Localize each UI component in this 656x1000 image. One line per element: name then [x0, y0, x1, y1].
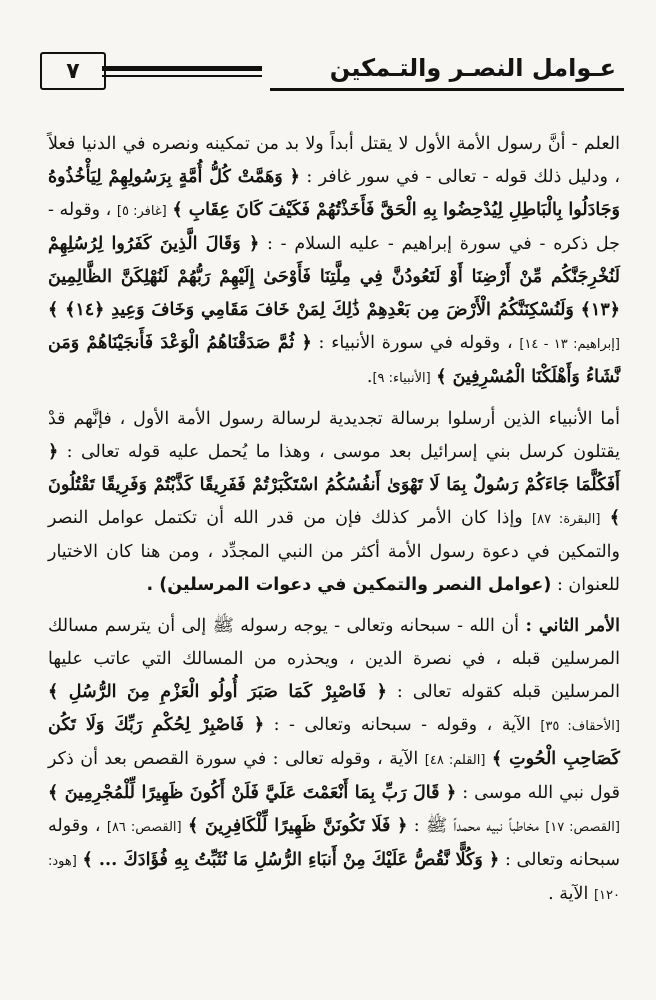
running-title: عـوامل النصـر والتـمكين	[329, 54, 616, 82]
verse-reference: [البقرة: ٨٧]	[532, 512, 601, 527]
book-title-emphasis: (عوامل النصر والتمكين في دعوات المرسلين) .	[146, 575, 552, 595]
title-underline	[270, 88, 624, 91]
verse-reference: [القصص: ١٧]	[545, 820, 620, 835]
quran-verse: ﴿ أَفَكُلَّمَا جَاءَكُمْ رَسُولٌ بِمَا لَا تَهْوَىٰ أَنفُسُكُمُ اسْتَكْبَرْتُمْ فَفَرِيقًا كَذَّبْتُمْ وَفَرِيقًا تَقْتُلُونَ ﴾	[48, 442, 620, 528]
verse-reference: [هود: ١٢٠]	[48, 854, 620, 903]
text: أن الله - سبحانه وتعالى - يوجه رسوله ﷺ إلى أن يترسم مسالك المرسلين قبله ، في نصرة الدين ، ويحذره من المسالك التي عاتب عليها المرسلين قبله كقوله تعالى :	[48, 616, 620, 702]
quran-verse: ﴿ وَكُلًّا نَّقُصُّ عَلَيْكَ مِنْ أَنبَاءِ الرُّسُلِ مَا نُثَبِّتُ بِهِ فُؤَادَكَ ... ﴾	[82, 850, 500, 870]
text: العلم - أنَّ رسول الأمة الأول لا يقتل أبداً ولا بد من تمكينه ونصره في الدنيا فعلاً ، ودليل ذلك قوله - تعالى - في سور غافر :	[48, 134, 620, 187]
text: ، وقوله سبحانه وتعالى :	[48, 816, 620, 870]
text: مخاطباً نبيه محمداً ﷺ :	[413, 816, 539, 836]
page-number: ٧	[40, 52, 106, 90]
text: الآية .	[548, 884, 589, 904]
verse-reference: [الأنبياء: ٩]	[372, 371, 431, 386]
quran-verse: ﴿ ثُمَّ صَدَقْنَاهُمُ الْوَعْدَ فَأَنجَيْنَاهُمْ وَمَن نَّشَاءُ وَأَهْلَكْنَا الْمُسْرِفِينَ ﴾	[48, 333, 620, 387]
text: .	[366, 367, 373, 387]
quran-verse: ﴿ فَاصْبِرْ كَمَا صَبَرَ أُولُو الْعَزْمِ مِنَ الرُّسُلِ ﴾	[48, 682, 387, 702]
text: أما الأنبياء الذين أرسلوا برسالة تجديدية لرسالة رسول الأمة الأول ، فإنَّهم قدْ يقتلون كرسل بني إسرائيل بعد موسى ، وهذا ما يُحمل عليه قوله تعالى :	[48, 409, 620, 462]
paragraph-2	[48, 403, 620, 602]
header-rule-thin	[102, 75, 262, 77]
section-lead: الأمر الثاني :	[525, 616, 620, 636]
text: ، وقوله في سورة الأنبياء :	[318, 333, 513, 353]
verse-reference: [القصص: ٨٦]	[106, 820, 182, 835]
verse-reference: [القلم: ٤٨]	[424, 753, 486, 768]
text: ، وقوله - جل ذكره - في سورة إبراهيم - عليه السلام - :	[48, 200, 620, 254]
quran-verse: ﴿ فَلَا تَكُونَنَّ ظَهِيرًا لِّلْكَافِرِينَ ﴾	[187, 816, 408, 836]
paragraph-3	[48, 610, 620, 912]
header-rule	[102, 66, 262, 71]
text: الآية ، وقوله تعالى : في سورة القصص بعد أن ذكر قول نبي الله موسى :	[48, 749, 620, 803]
text: الآية ، وقوله - سبحانه وتعالى - :	[273, 715, 531, 735]
quran-verse: ﴿ فَاصْبِرْ لِحُكْمِ رَبِّكَ وَلَا تَكُن كَصَاحِبِ الْحُوتِ ﴾	[48, 715, 620, 769]
verse-reference: [الأحقاف: ٣٥]	[540, 719, 620, 734]
quran-verse: ﴿ قَالَ رَبِّ بِمَا أَنْعَمْتَ عَلَيَّ فَلَنْ أَكُونَ ظَهِيرًا لِّلْمُجْرِمِينَ ﴾	[48, 783, 457, 803]
quran-verse: ﴿ وَهَمَّتْ كُلُّ أُمَّةٍ بِرَسُولِهِمْ لِيَأْخُذُوهُ وَجَادَلُوا بِالْبَاطِلِ لِيُدْحِضُوا بِهِ الْحَقَّ فَأَخَذْتُهُمْ فَكَيْفَ كَانَ عِقَابِ ﴾	[48, 167, 620, 220]
text: وإذا كان الأمر كذلك فإن من قدر الله أن تكتمل عوامل النصر والتمكين في دعوة رسول الأمة أكثر من النبي المجدِّد ، ومن هنا كان الاختيار للعنوان :	[48, 508, 620, 595]
paragraph-1	[48, 128, 620, 395]
verse-reference: [غافر: ٥]	[116, 204, 167, 219]
body-text	[48, 128, 620, 912]
page-header	[40, 48, 624, 94]
quran-verse: ﴿ وَقَالَ الَّذِينَ كَفَرُوا لِرُسُلِهِمْ لَنُخْرِجَنَّكُم مِّنْ أَرْضِنَا أَوْ لَتَعُودُنَّ فِي مِلَّتِنَا فَأَوْحَىٰ إِلَيْهِمْ رَبُّهُمْ لَنُهْلِكَنَّ الظَّالِمِينَ ﴿١٣﴾ وَلَنُسْكِنَنَّكُمُ الْأَرْضَ مِن بَعْدِهِمْ ذَٰلِكَ لِمَنْ خَافَ مَقَامِي وَخَافَ وَعِيدِ ﴿١٤﴾ ﴾	[48, 234, 620, 320]
verse-reference: [إبراهيم: ١٣ - ١٤]	[519, 337, 620, 352]
